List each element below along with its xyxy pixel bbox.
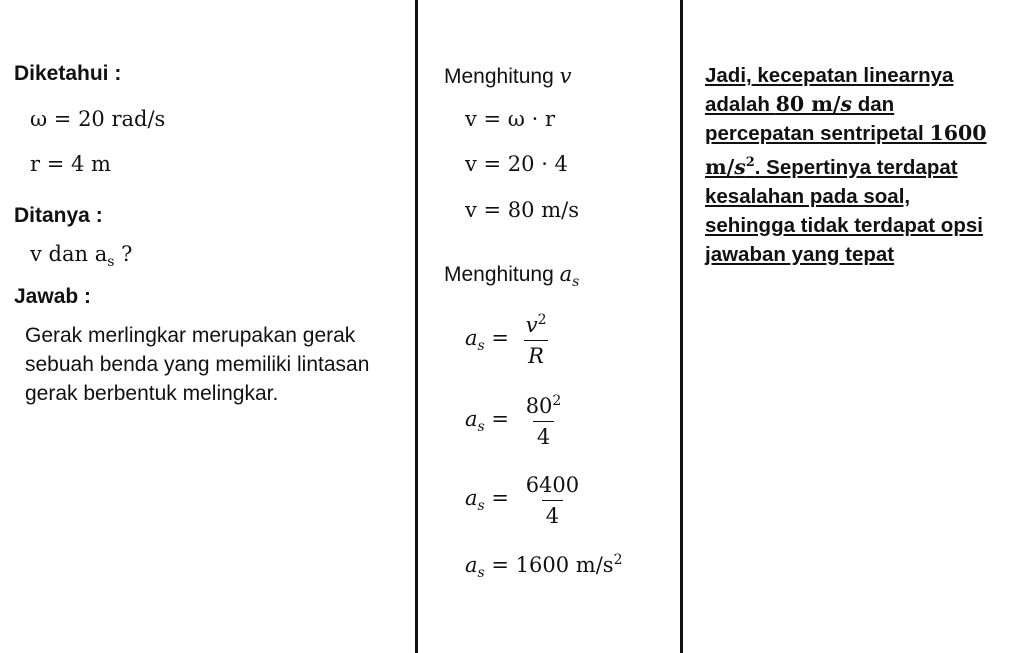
as-formula-line: $a_s$ = $\frac{v^2}{R}$ <box>465 312 550 368</box>
column-divider-right <box>680 0 683 653</box>
heading-v-var: v <box>559 64 572 88</box>
asked-label: Ditanya : <box>14 204 103 227</box>
asked-quantities <box>30 242 132 270</box>
as-simplified-fraction: $\frac{6400}{4}$ <box>525 473 580 528</box>
as-substitution-line: $a_s$ = $\frac{80^2}{4}$ <box>465 393 565 449</box>
v-formula-line: v = ω · r <box>465 107 555 131</box>
answer-label: Jawab : <box>14 285 92 308</box>
heading-compute-as <box>444 262 579 290</box>
column-divider-left <box>415 0 418 653</box>
given-angular-velocity: ω = 20 rad/s <box>30 107 166 131</box>
known-label: Diketahui : <box>14 62 122 85</box>
conclusion-paragraph: Jadi, kecepatan linearnya adalah 80 m/s dan percepatan sentripetal 1600 $m/s^2$. Sepertinya terdapat kesalahan pada soal, sehingga tidak terdapat opsi jawaban yang tepat <box>705 64 987 266</box>
heading-as-text: Menghitung <box>444 263 560 286</box>
asked-tail: ? <box>114 242 133 266</box>
asked-text: v dan a <box>30 242 108 266</box>
explanation-paragraph: Gerak merlingkar merupakan gerak sebuah benda yang memiliki lintasan gerak berbentuk melingkar. <box>25 324 370 405</box>
v-substitution-line: v = 20 · 4 <box>465 152 568 176</box>
given-radius: r = 4 m <box>30 152 111 176</box>
as-formula-fraction: $\frac{v^2}{R}$ <box>525 312 547 368</box>
heading-v-text: Menghitung <box>444 65 560 88</box>
asked-subscript: s <box>107 254 115 271</box>
as-substitution-fraction: $\frac{80^2}{4}$ <box>525 393 562 449</box>
v-result-line: v = 80 m/s <box>465 198 579 222</box>
heading-as-var: $a_s$ <box>559 262 580 291</box>
as-simplified-line: $a_s$ = $\frac{6400}{4}$ <box>465 473 583 528</box>
as-result-line: $a_s = 1600$ $m/s^2$ <box>465 552 623 582</box>
as-var: a <box>465 325 478 350</box>
heading-compute-v <box>444 64 571 89</box>
